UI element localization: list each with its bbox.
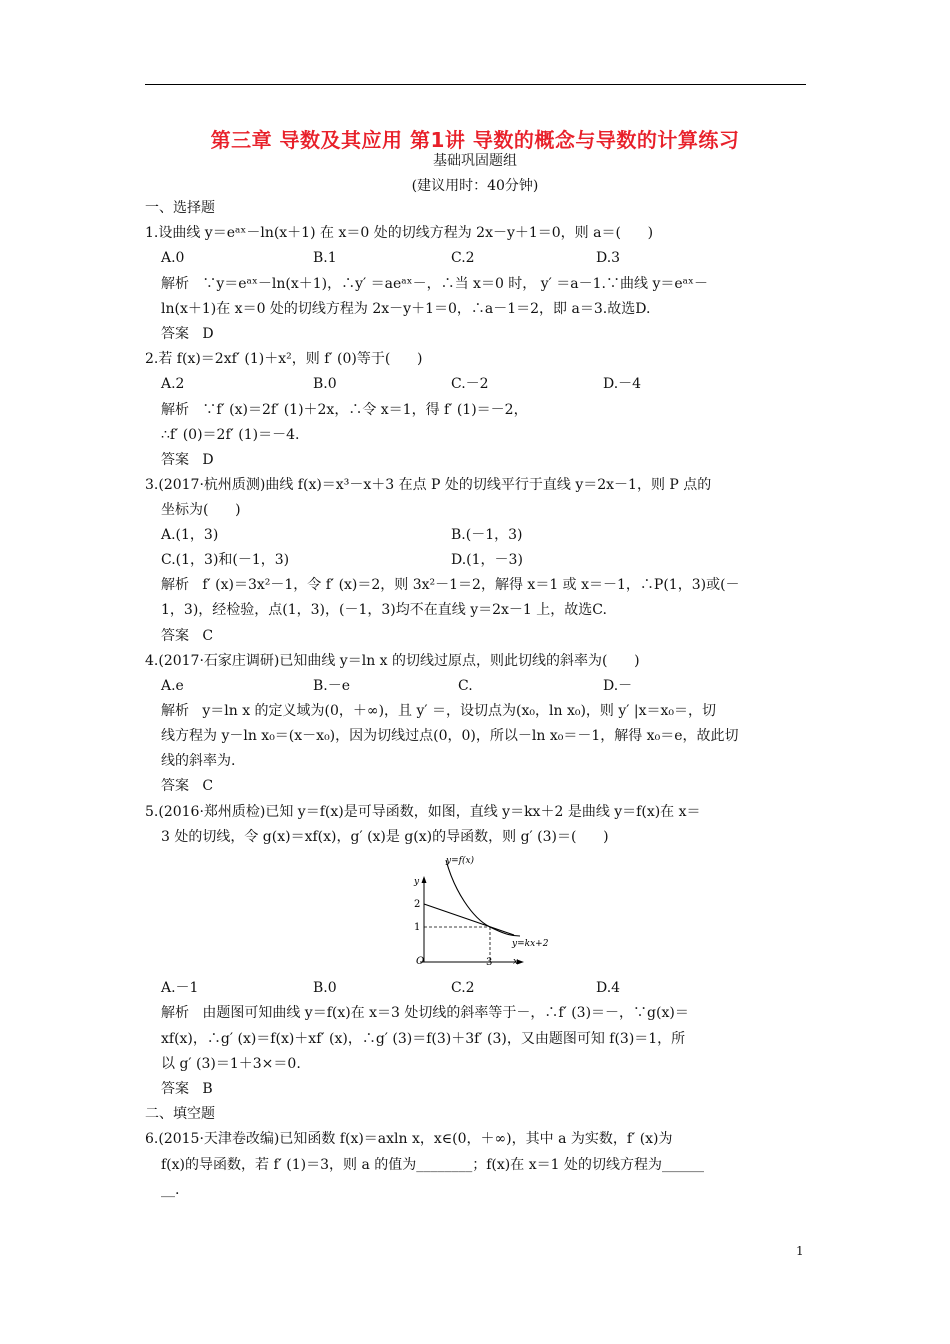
q1-analysis-line2: ln(x＋1)在 x＝0 处的切线方程为 2x－y＋1＝0，∴a－1＝2，即 a＝3.故选D. — [161, 301, 651, 317]
q4-option-c: C. — [458, 678, 473, 694]
group-label: 基础巩固题组 — [433, 153, 517, 169]
q2-option-a: A.2 — [161, 376, 185, 392]
q3-option-c: C.(1，3)和(－1，3) — [161, 552, 290, 568]
q4-analysis-line3: 线的斜率为. — [161, 753, 236, 769]
q5-stem-line1: 5.(2016·郑州质检)已知 y＝f(x)是可导函数，如图，直线 y＝kx＋2 是曲线 y＝f(x)在 x＝ — [145, 804, 701, 820]
time-hint: (建议用时：40分钟) — [411, 178, 539, 194]
q5-analysis-line1: 解析 由题图可知曲线 y＝f(x)在 x＝3 处切线的斜率等于－，∴f′ (3)＝－，∵g(x)＝ — [161, 1005, 689, 1021]
q4-answer: 答案 C — [161, 778, 214, 794]
q1-option-b: B.1 — [313, 250, 337, 266]
page-number: 1 — [796, 1244, 804, 1258]
q4-option-a: A.e — [161, 678, 184, 694]
q2-option-d: D.－4 — [603, 376, 642, 392]
q5-option-b: B.0 — [313, 980, 337, 996]
x-axis-label: x — [513, 957, 519, 967]
q5-option-c: C.2 — [451, 980, 475, 996]
q5-figure — [410, 852, 560, 970]
q3-option-b: B.(－1，3) — [451, 527, 523, 543]
tick-y2: 2 — [414, 899, 421, 910]
q3-option-d: D.(1，－3) — [451, 552, 523, 568]
q1-option-c: C.2 — [451, 250, 475, 266]
q3-analysis-line1: 解析 f′ (x)＝3x²－1，令 f′ (x)＝2，则 3x²－1＝2，解得 x＝1 或 x＝－1，∴P(1，3)或(－ — [161, 577, 740, 593]
q1-option-a: A.0 — [161, 250, 185, 266]
q6-stem-line3: __. — [161, 1182, 180, 1198]
section-choice: 一、选择题 — [145, 200, 215, 216]
tick-y1: 1 — [414, 922, 421, 933]
q5-option-a: A.－1 — [161, 980, 199, 996]
y-axis-arrow-icon — [422, 876, 427, 883]
y-axis-label: y — [414, 877, 420, 887]
q2-answer: 答案 D — [161, 452, 214, 468]
q4-analysis-line2: 线方程为 y－ln x₀＝(x－x₀)，因为切线过点(0，0)，所以－ln x₀＝－1，解得 x₀＝e，故此切 — [161, 728, 739, 744]
origin-label: O — [416, 956, 425, 967]
q2-stem: 2.若 f(x)＝2xf′ (1)＋x²，则 f′ (0)等于( ) — [145, 351, 423, 367]
q2-analysis-line1: 解析 ∵f′ (x)＝2f′ (1)＋2x，∴令 x＝1，得 f′ (1)＝－2， — [161, 402, 528, 418]
q5-analysis-line2: xf(x)，∴g′ (x)＝f(x)＋xf′ (x)，∴g′ (3)＝f(3)＋3f′ (3)，又由题图可知 f(3)＝1，所 — [161, 1031, 686, 1047]
curve-label: y=f(x) — [446, 856, 475, 866]
q2-option-b: B.0 — [313, 376, 337, 392]
q4-stem: 4.(2017·石家庄调研)已知曲线 y＝ln x 的切线过原点，则此切线的斜率为( ) — [145, 653, 640, 669]
q6-stem-line1: 6.(2015·天津卷改编)已知函数 f(x)＝axln x，x∈(0，＋∞)，其中 a 为实数，f′ (x)为 — [145, 1131, 673, 1147]
q5-analysis-line3: 以 g′ (3)＝1＋3×＝0. — [161, 1056, 301, 1072]
q2-analysis-line2: ∴f′ (0)＝2f′ (1)＝－4. — [161, 427, 300, 443]
q1-option-d: D.3 — [596, 250, 621, 266]
q2-option-c: C.－2 — [451, 376, 489, 392]
page-title: 第三章 导数及其应用 第1讲 导数的概念与导数的计算练习 — [210, 128, 740, 152]
q1-stem: 1.设曲线 y＝eᵃˣ－ln(x＋1) 在 x＝0 处的切线方程为 2x－y＋1＝0，则 a＝( ) — [145, 225, 654, 241]
q1-answer: 答案 D — [161, 326, 214, 342]
q6-stem-line2: f(x)的导函数，若 f′ (1)＝3，则 a 的值为________；f(x)在 x＝1 处的切线方程为______ — [161, 1157, 704, 1173]
q4-option-b: B.－e — [313, 678, 351, 694]
q5-answer: 答案 B — [161, 1081, 213, 1097]
q5-option-d: D.4 — [596, 980, 621, 996]
tick-x3: 3 — [486, 957, 493, 968]
header-rule — [145, 84, 806, 85]
q3-stem-line2: 坐标为( ) — [161, 502, 241, 518]
q1-analysis-line1: 解析 ∵y＝eᵃˣ－ln(x＋1)，∴y′ ＝aeᵃˣ－，∴当 x＝0 时， y′ ＝a－1.∵曲线 y＝eᵃˣ－ — [161, 276, 708, 292]
q5-stem-line2: 3 处的切线，令 g(x)＝xf(x)，g′ (x)是 g(x)的导函数，则 g′ (3)＝( ) — [161, 829, 609, 845]
q3-answer: 答案 C — [161, 628, 214, 644]
q3-stem-line1: 3.(2017·杭州质测)曲线 f(x)＝x³－x＋3 在点 P 处的切线平行于直线 y＝2x－1，则 P 点的 — [145, 477, 712, 493]
q3-analysis-line2: 1，3)，经检验，点(1，3)，(－1，3)均不在直线 y＝2x－1 上，故选C. — [161, 602, 607, 618]
q3-option-a: A.(1，3) — [161, 527, 219, 543]
q4-analysis-line1: 解析 y＝ln x 的定义域为(0，＋∞)，且 y′ ＝，设切点为(x₀，ln x₀)，则 y′ |x＝x₀＝，切 — [161, 703, 717, 719]
q4-option-d: D.－ — [603, 678, 633, 694]
line-label: y=kx+2 — [512, 939, 549, 949]
section-fill: 二、填空题 — [145, 1106, 215, 1122]
